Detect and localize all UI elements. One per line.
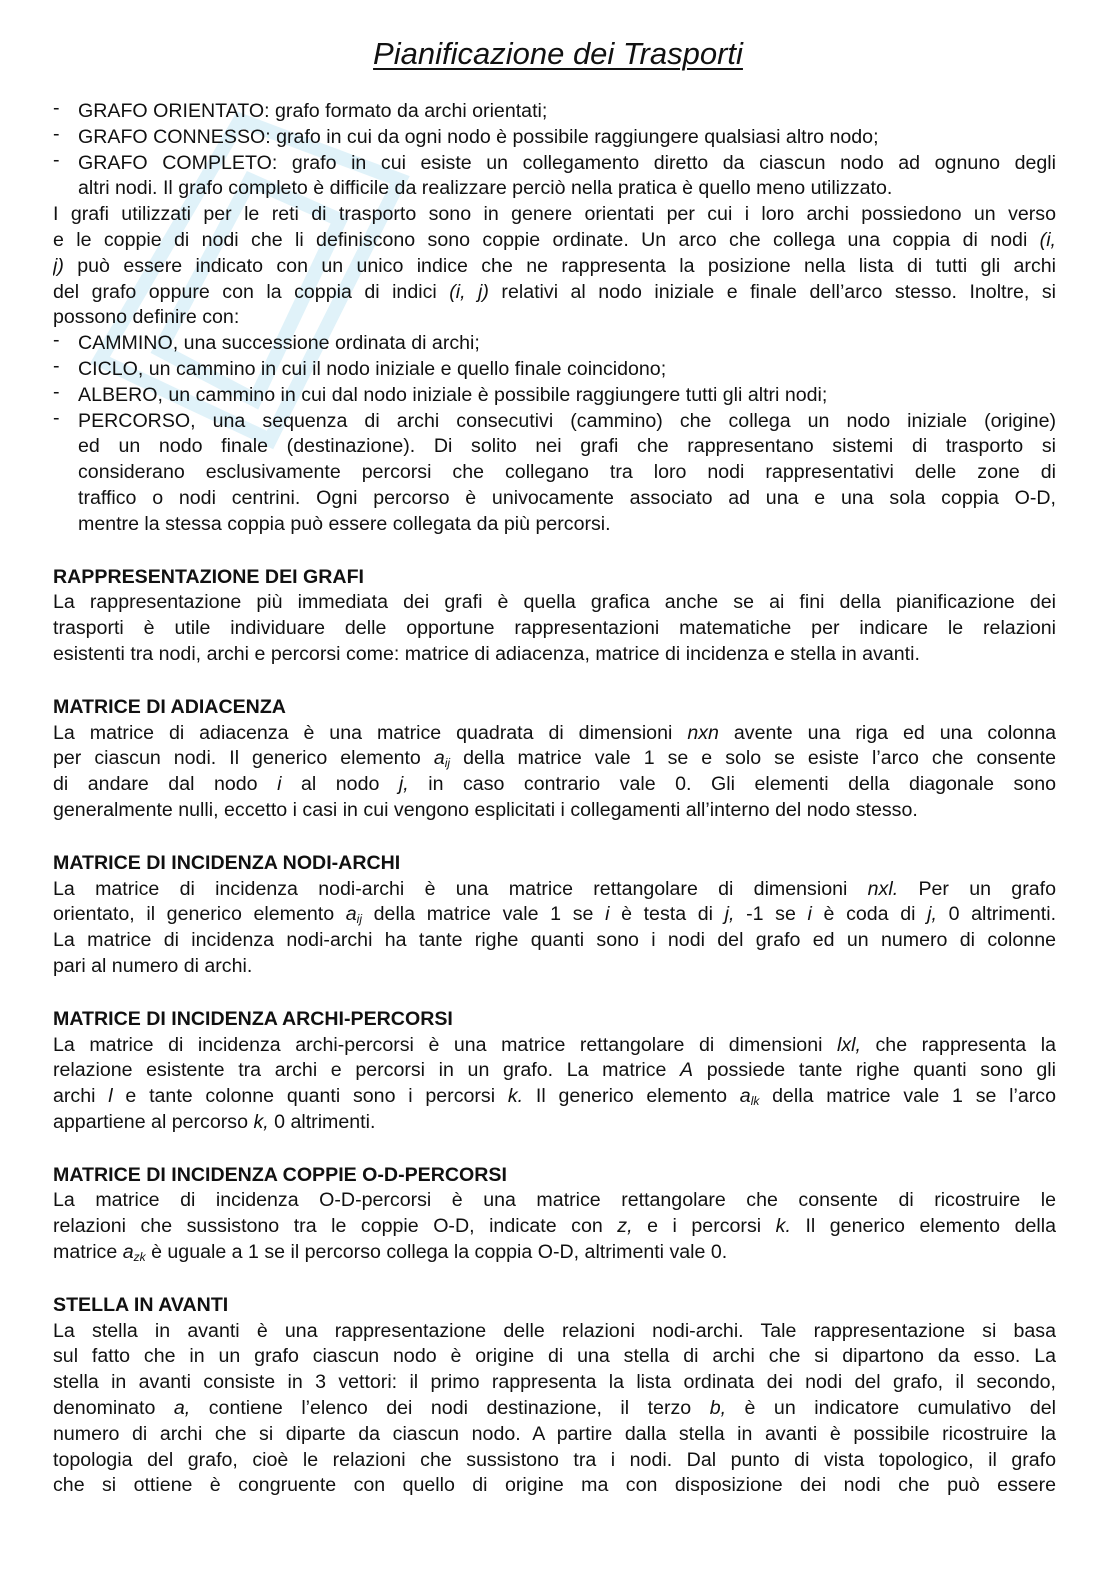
bullet-ciclo: - CICLO, un cammino in cui il nodo iniziale e quello finale coincidono; (53, 354, 667, 380)
section-heading-adiacenza: MATRICE DI ADIACENZA (53, 695, 286, 718)
paragraph-line: trasporti è utile individuare delle opportune rappresentazioni matematiche per indicare le relazioni (53, 617, 1056, 640)
paragraph-line: j) può essere indicato con un unico indice che ne rappresenta la posizione nella lista di tutti gli archi (53, 254, 1056, 277)
bullet-grafo-completo: - GRAFO COMPLETO: grafo in cui esiste un collegamento diretto da ciascun nodo ad ognuno degli (53, 150, 1056, 174)
paragraph-line: sul fatto che in un grafo ciascun nodo è origine di una stella di archi che si dipartono da esso. La (53, 1345, 1056, 1368)
paragraph-line: generalmente nulli, eccetto i casi in cui vengono esplicitati i collegamenti all’interno del nodo stesso. (53, 798, 918, 821)
bullet-percorso-cont: mentre la stessa coppia può essere collegata da più percorsi. (78, 512, 611, 535)
paragraph-line: La matrice di incidenza archi-percorsi è una matrice rettangolare di dimensioni lxl, che rappresenta la (53, 1033, 1056, 1056)
bullet-grafo-orientato: - GRAFO ORIENTATO: grafo formato da archi orientati; (53, 97, 548, 122)
paragraph-line: orientato, il generico elemento $a_{ij}$ della matrice vale 1 se i è testa di j, -1 se i è coda di j, 0 altrimenti. (53, 903, 1056, 927)
paragraph-line: per ciascun nodi. Il generico elemento $a_{ij}$ della matrice vale 1 se e solo se esiste l’arco che consente (53, 747, 1056, 771)
bullet-grafo-connesso: - GRAFO CONNESSO: grafo in cui da ogni nodo è possibile raggiungere qualsiasi altro nodo; (53, 122, 879, 148)
paragraph-line: La matrice di incidenza nodi-archi ha tante righe quanti sono i nodi del grafo ed un numero di colonne (53, 929, 1056, 952)
bullet-grafo-completo-cont: altri nodi. Il grafo completo è difficile da realizzare perciò nella pratica è quello meno utilizzato. (78, 177, 893, 200)
paragraph-line: La stella in avanti è una rappresentazione delle relazioni nodi-archi. Tale rappresentazione si basa (53, 1319, 1056, 1342)
paragraph-line: La matrice di incidenza nodi-archi è una matrice rettangolare di dimensioni nxl. Per un grafo (53, 877, 1056, 900)
paragraph-line: I grafi utilizzati per le reti di trasporto sono in genere orientati per cui i loro archi possiedono un verso (53, 203, 1056, 226)
paragraph-line: relazioni che sussistono tra le coppie O-D, indicate con z, e i percorsi k. Il generico elemento della (53, 1215, 1056, 1238)
paragraph-line: matrice $a_{zk}$ è uguale a 1 se il percorso collega la coppia O-D, altrimenti vale 0. (53, 1241, 728, 1265)
paragraph-line: archi l e tante colonne quanti sono i percorsi k. Il generico elemento $a_{lk}$ della matrice vale 1 se l’arco (53, 1085, 1056, 1109)
paragraph-line: possono definire con: (53, 306, 240, 329)
bullet-percorso-cont: traffico o nodi centrini. Ogni percorso è univocamente associato ad una e una sola coppia O-D, (78, 486, 1056, 509)
section-heading-stella: STELLA IN AVANTI (53, 1293, 229, 1316)
section-heading-nodi-archi: MATRICE DI INCIDENZA NODI-ARCHI (53, 851, 401, 874)
bullet-albero: - ALBERO, un cammino in cui dal nodo iniziale è possibile raggiungere tutti gli altri nodi; (53, 380, 828, 406)
bullet-percorso-cont: ed un nodo finale (destinazione). Di solito nei grafi che rappresentano sistemi di trasporto si (78, 435, 1056, 458)
bullet-cammino: - CAMMINO, una successione ordinata di archi; (53, 329, 480, 355)
page-title: Pianificazione dei Trasporti (373, 36, 743, 71)
paragraph-line: e le coppie di nodi che li definiscono sono coppie ordinate. Un arco che collega una coppia di nodi (i, (53, 228, 1056, 251)
section-heading-rappresentazione: RAPPRESENTAZIONE DEI GRAFI (53, 565, 364, 588)
paragraph-line: che si ottiene è congruente con quello di origine ma con disposizione dei nodi che può essere (53, 1474, 1056, 1497)
section-heading-od-percorsi: MATRICE DI INCIDENZA COPPIE O-D-PERCORSI (53, 1163, 507, 1186)
section-heading-archi-percorsi: MATRICE DI INCIDENZA ARCHI-PERCORSI (53, 1007, 453, 1030)
bullet-percorso: - PERCORSO, una sequenza di archi consecutivi (cammino) che collega un nodo iniziale (origine) (53, 408, 1056, 432)
paragraph-line: di andare dal nodo i al nodo j, in caso contrario vale 0. Gli elementi della diagonale sono (53, 773, 1056, 796)
paragraph-line: denominato a, contiene l’elenco dei nodi destinazione, il terzo b, è un indicatore cumulativo del (53, 1397, 1056, 1420)
paragraph-line: appartiene al percorso k, 0 altrimenti. (53, 1110, 376, 1133)
paragraph-line: La rappresentazione più immediata dei grafi è quella grafica anche se ai fini della pianificazione dei (53, 591, 1056, 614)
paragraph-line: La matrice di adiacenza è una matrice quadrata di dimensioni nxn avente una riga ed una colonna (53, 721, 1056, 744)
paragraph-line: pari al numero di archi. (53, 954, 253, 977)
bullet-percorso-cont: considerano esclusivamente percorsi che collegano tra loro nodi rappresentativi delle zone di (78, 461, 1056, 484)
paragraph-line: del grafo oppure con la coppia di indici (i, j) relativi al nodo iniziale e finale dell’arco stesso. Inoltre, si (53, 280, 1056, 303)
paragraph-line: La matrice di incidenza O-D-percorsi è una matrice rettangolare che consente di ricostruire le (53, 1189, 1056, 1212)
paragraph-line: numero di archi che si diparte da ciascun nodo. A partire dalla stella in avanti è possibile ricostruire la (53, 1422, 1056, 1445)
paragraph-line: topologia del grafo, cioè le relazioni che sussistono tra i nodi. Dal punto di vista topologico, il grafo (53, 1448, 1056, 1471)
document-body (53, 99, 1056, 1499)
paragraph-line: stella in avanti consiste in 3 vettori: il primo rappresenta la lista ordinata dei nodi del grafo, il secondo, (53, 1371, 1056, 1394)
paragraph-line: esistenti tra nodi, archi e percorsi come: matrice di adiacenza, matrice di incidenza e stella in avanti. (53, 642, 920, 665)
paragraph-line: relazione esistente tra archi e percorsi in un grafo. La matrice A possiede tante righe quanti sono gli (53, 1059, 1056, 1082)
